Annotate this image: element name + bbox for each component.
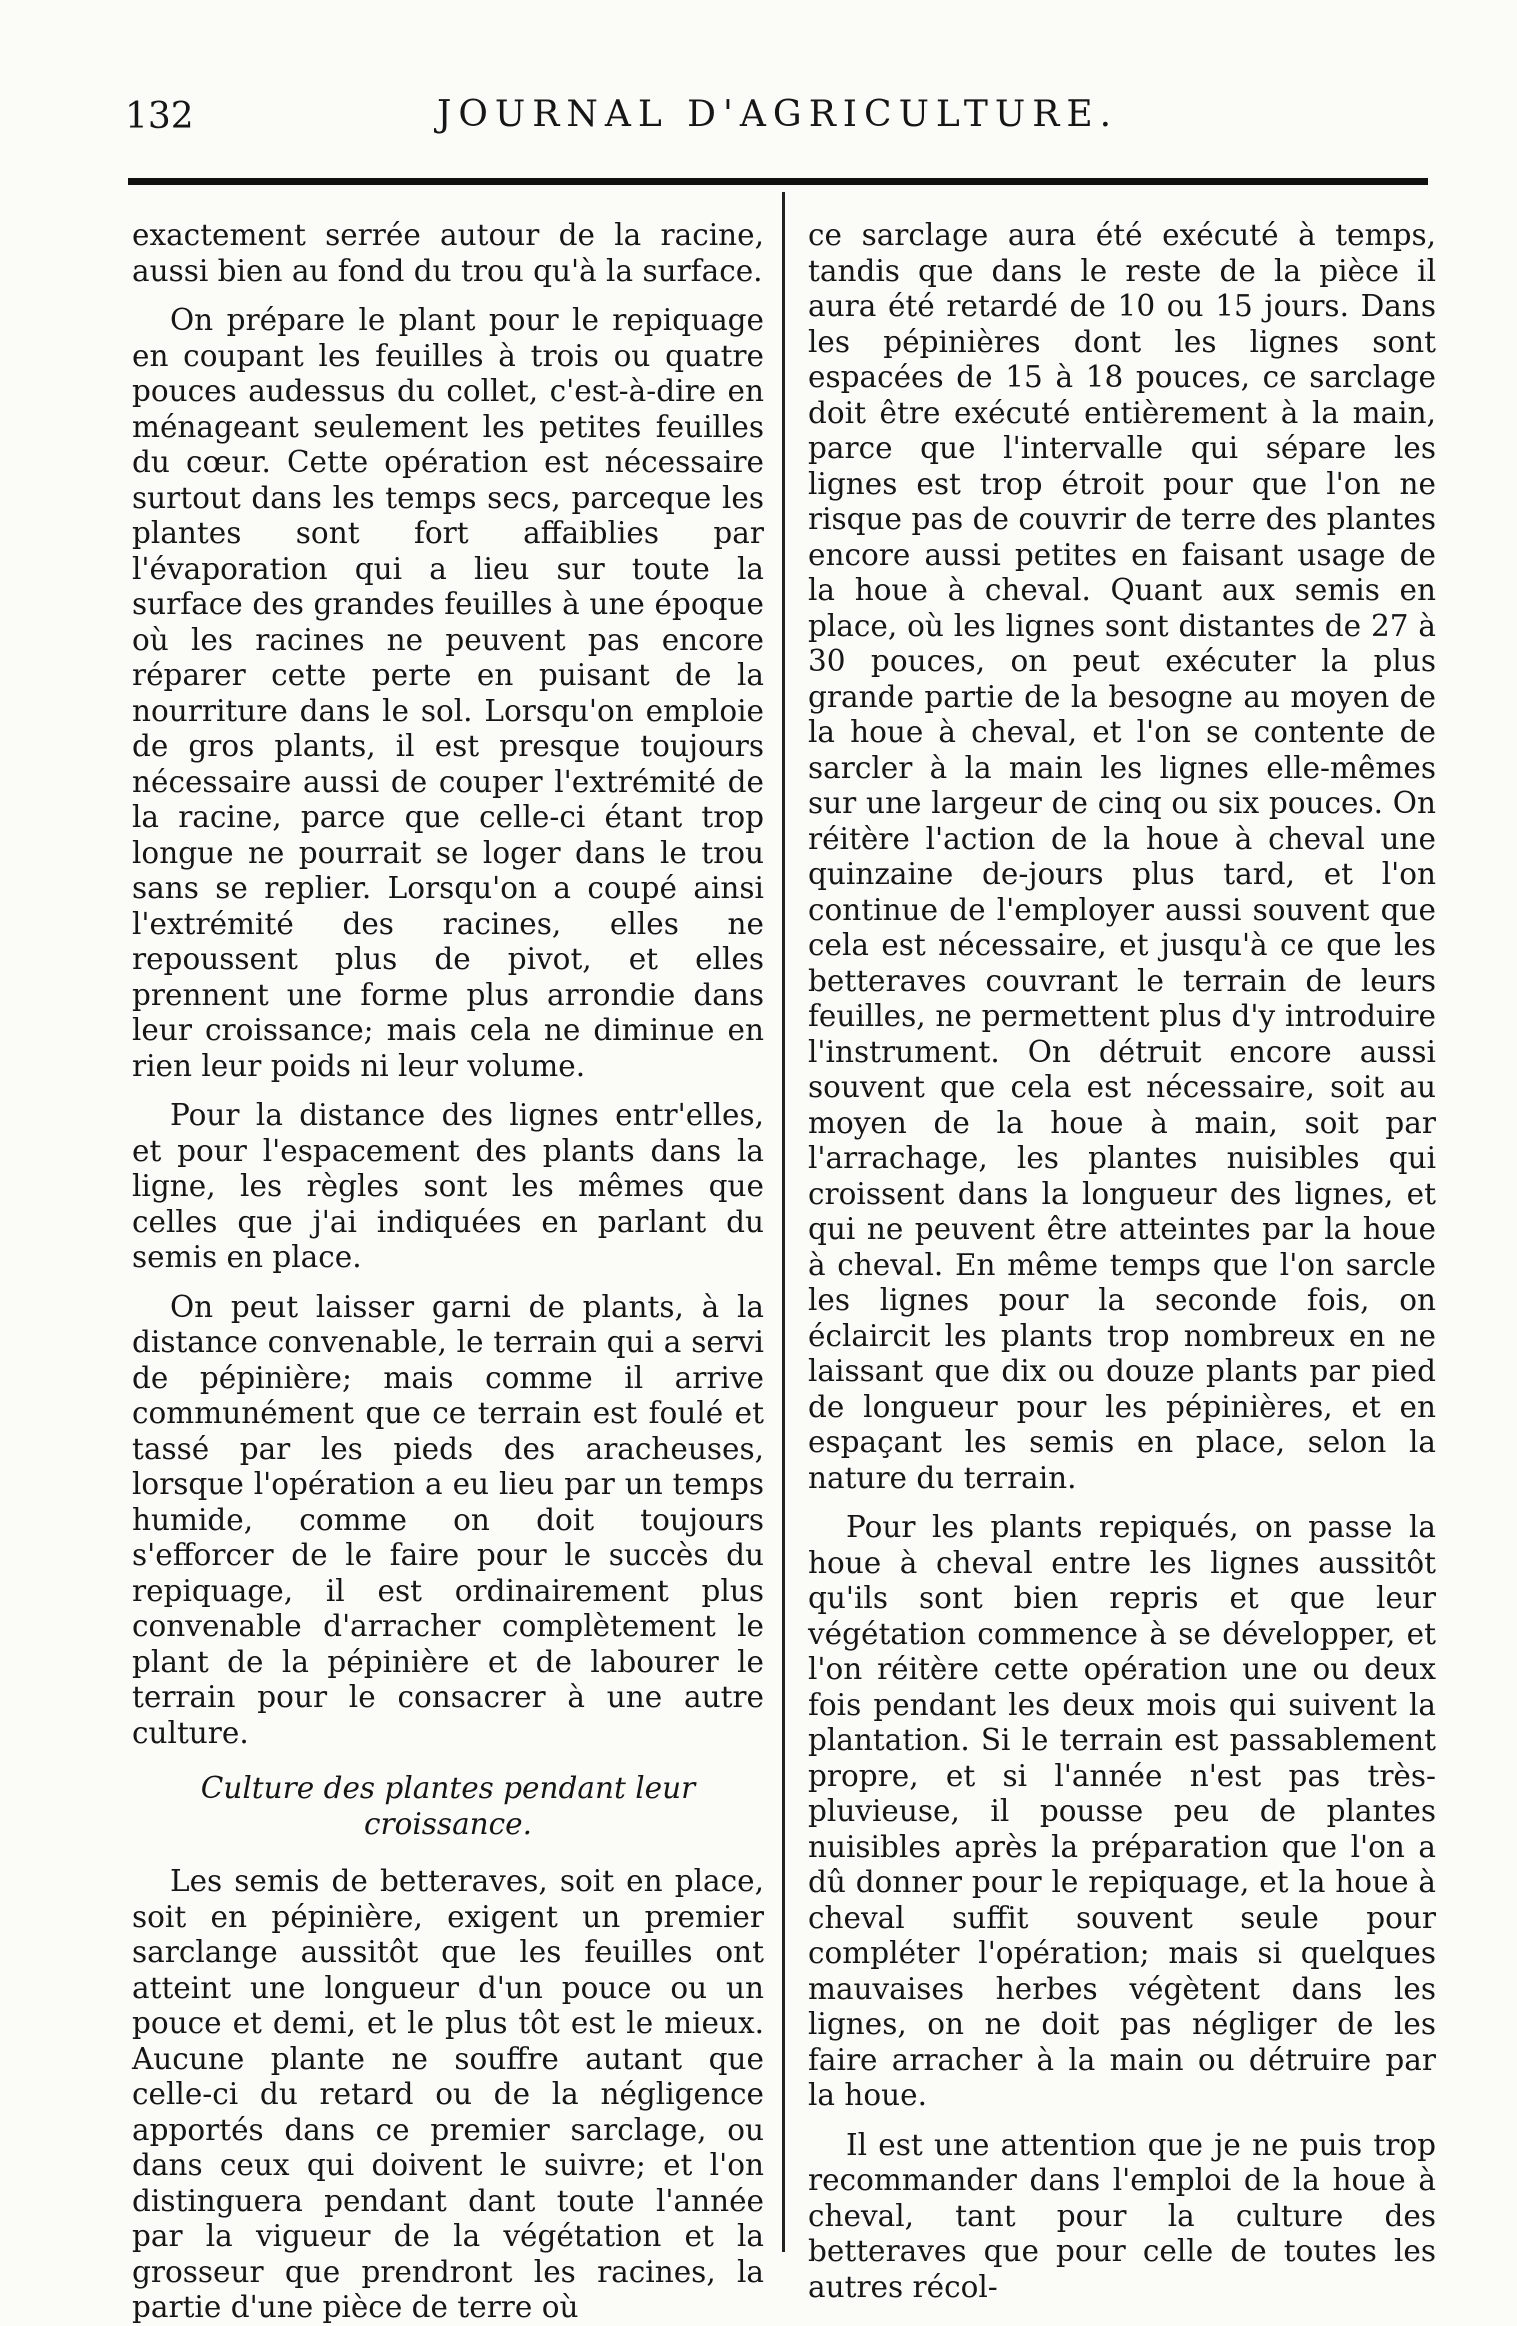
running-title: JOURNAL D'AGRICULTURE. xyxy=(436,94,1119,135)
paragraph: On peut laisser garni de plants, à la distance convenable, le terrain qui a servi de pépinière; mais comme il arrive communément que ce terrain est foulé et tassé par les pieds des aracheuses, lorsque l'opération a eu lieu par un temps humide, comme on doit toujours s'efforcer de le faire pour le succès du repiquage, il est ordinairement plus convenable d'arracher complètement le plant de la pépinière et de labourer le terrain pour le consacrer à une autre culture. xyxy=(132,1289,764,1750)
text-column-left xyxy=(132,218,764,2324)
section-heading: Culture des plantes pendant leur croissance. xyxy=(200,1771,696,1841)
page-header xyxy=(125,92,1430,142)
header-rule xyxy=(128,178,1428,185)
paragraph: exactement serrée autour de la racine, aussi bien au fond du trou qu'à la surface. xyxy=(132,218,764,288)
column-divider xyxy=(782,192,785,2252)
paragraph: On prépare le plant pour le repiquage en coupant les feuilles à trois ou quatre pouces audessus du collet, c'est-à-dire en ménageant seulement les petites feuilles du cœur. Cette opération est nécessaire surtout dans les temps secs, parceque les plantes sont fort affaiblies par l'évaporation qui a lieu sur toute la surface des grandes feuilles à une époque où les racines ne peuvent pas encore réparer cette perte en puisant de la nourriture dans le sol. Lorsqu'on emploie de gros plants, il est presque toujours nécessaire aussi de couper l'extrémité de la racine, parce que celle-ci étant trop longue ne pourrait se loger dans le trou sans se replier. Lorsqu'on a coupé ainsi l'extrémité des racines, elles ne repoussent plus de pivot, et elles prennent une forme plus arrondie dans leur croissance; mais cela ne diminue en rien leur poids ni leur volume. xyxy=(132,303,764,1083)
paragraph: Pour la distance des lignes entr'elles, et pour l'espacement des plants dans la ligne, les règles sont les mêmes que celles que j'ai indiquées en parlant du semis en place. xyxy=(132,1098,764,1274)
page-number: 132 xyxy=(125,96,194,137)
paragraph: ce sarclage aura été exécuté à temps, tandis que dans le reste de la pièce il aura été retardé de 10 ou 15 jours. Dans les pépinières dont les lignes sont espacées de 15 à 18 pouces, ce sarclage doit être exécuté entièrement à la main, parce que l'intervalle qui sépare les lignes est trop étroit pour que l'on ne risque pas de couvrir de terre des plantes encore aussi petites en faisant usage de la houe à cheval. Quant aux semis en place, où les lignes sont distantes de 27 à 30 pouces, on peut exécuter la plus grande partie de la besogne au moyen de la houe à cheval, et l'on se contente de sarcler à la main les lignes elle-mêmes sur une largeur de cinq ou six pouces. On réitère l'action de la houe à cheval une quinzaine de-jours plus tard, et l'on continue de l'employer aussi souvent que cela est nécessaire, et jusqu'à ce que les betteraves couvrant le terrain de leurs feuilles, ne permettent plus d'y introduire l'instrument. On détruit encore aussi souvent que cela est nécessaire, soit au moyen de la houe à main, soit par l'arrachage, les plantes nuisibles qui croissent dans la longueur des lignes, et qui ne peuvent être atteintes par la houe à cheval. En même temps que l'on sarcle les lignes pour la seconde fois, on éclaircit les plants trop nombreux en ne laissant que dix ou douze plants par pied de longueur pour les pépinières, et en espaçant les semis en place, selon la nature du terrain. xyxy=(808,218,1436,1495)
paragraph: Il est une attention que je ne puis trop recommander dans l'emploi de la houe à cheval, tant pour la culture des betteraves que pour celle de toutes les autres récol- xyxy=(808,2127,1436,2304)
text-column-right xyxy=(808,218,1436,2304)
paragraph: Pour les plants repiqués, on passe la houe à cheval entre les lignes aussitôt qu'ils sont bien repris et que leur végétation commence à se développer, et l'on réitère cette opération une ou deux fois pendant les deux mois qui suivent la plantation. Si le terrain est passablement propre, et si l'année n'est pas très-pluvieuse, il pousse peu de plantes nuisibles après la préparation que l'on a dû donner pour le repiquage, et la houe à cheval suffit souvent seule pour compléter l'opération; mais si quelques mauvaises herbes végètent dans les lignes, on ne doit pas négliger de les faire arracher à la main ou détruire par la houe. xyxy=(808,1510,1436,2112)
paragraph: Les semis de betteraves, soit en place, soit en pépinière, exigent un premier sarclange aussitôt que les feuilles ont atteint une longueur d'un pouce ou un pouce et demi, et le plus tôt est le mieux. Aucune plante ne souffre autant que celle-ci du retard ou de la négligence apportés dans ce premier sarclage, ou dans ceux qui doivent le suivre; et l'on distinguera pendant dant toute l'année par la vigueur de la végétation et la grosseur que prendront les racines, la partie d'une pièce de terre où xyxy=(132,1864,764,2324)
